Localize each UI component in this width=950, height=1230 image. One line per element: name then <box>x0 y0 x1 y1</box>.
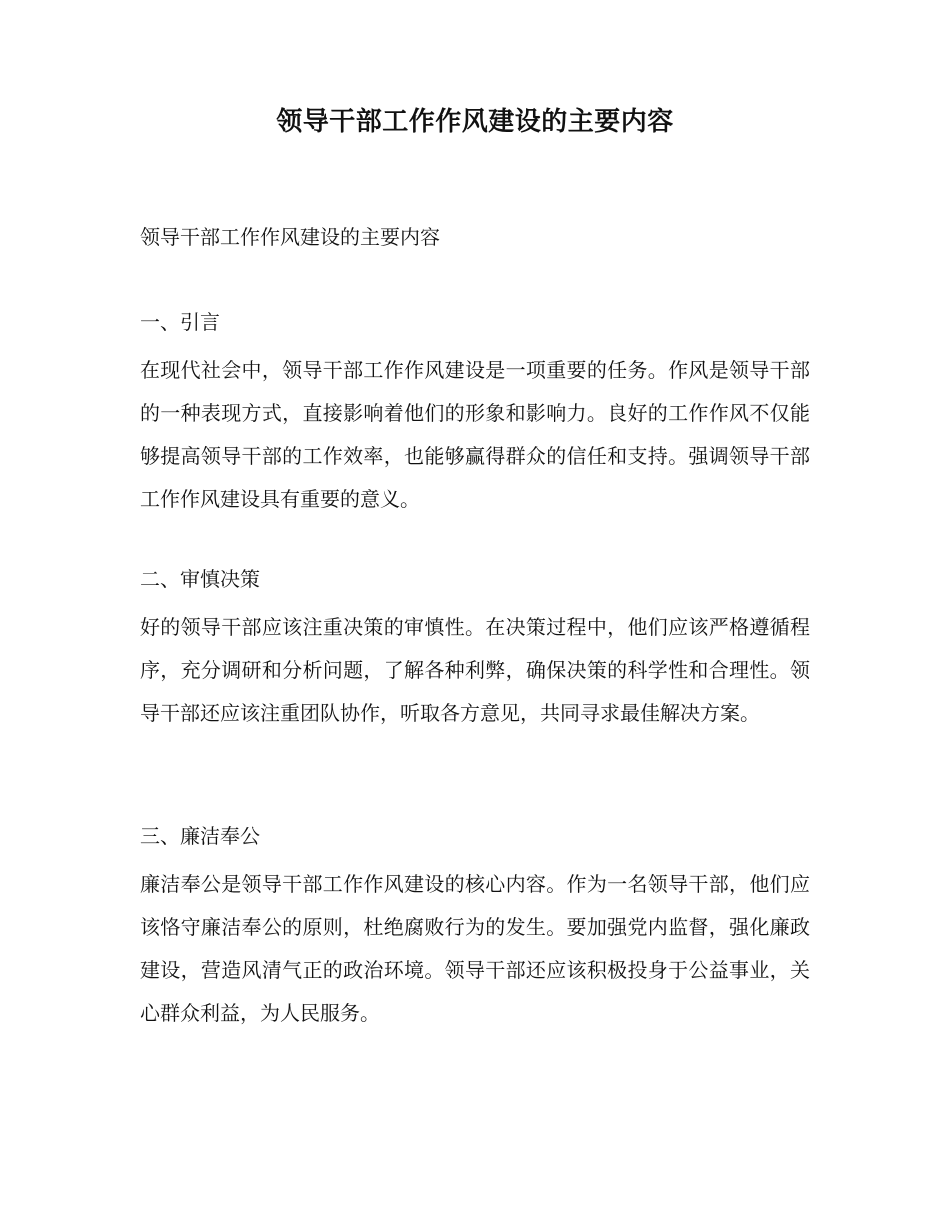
document-subtitle: 领导干部工作作风建设的主要内容 <box>140 225 440 249</box>
section-body: 廉洁奉公是领导干部工作作风建设的核心内容。作为一名领导干部，他们应该恪守廉洁奉公的原则，杜绝腐败行为的发生。要加强党内监督，强化廉政建设，营造风清气正的政治环境。领导干部还应该积极投身于公益事业，关心群众利益，为人民服务。 <box>140 872 810 1025</box>
section-body: 好的领导干部应该注重决策的审慎性。在决策过程中，他们应该严格遵循程序，充分调研和分析问题，了解各种利弊，确保决策的科学性和合理性。领导干部还应该注重团队协作，听取各方意见，共同寻求最佳解决方案。 <box>140 615 810 725</box>
section-prudent-decision <box>140 564 810 735</box>
section-heading: 二、审慎决策 <box>140 567 260 591</box>
section-heading: 三、廉洁奉公 <box>140 824 260 848</box>
section-heading: 一、引言 <box>140 310 220 334</box>
section-integrity <box>140 821 810 1035</box>
section-introduction <box>140 307 810 521</box>
document-title: 领导干部工作作风建设的主要内容 <box>276 107 674 137</box>
section-body: 在现代社会中，领导干部工作作风建设是一项重要的任务。作风是领导干部的一种表现方式，直接影响着他们的形象和影响力。良好的工作作风不仅能够提高领导干部的工作效率，也能够赢得群众的信任和支持。强调领导干部工作作风建设具有重要的意义。 <box>140 358 810 511</box>
